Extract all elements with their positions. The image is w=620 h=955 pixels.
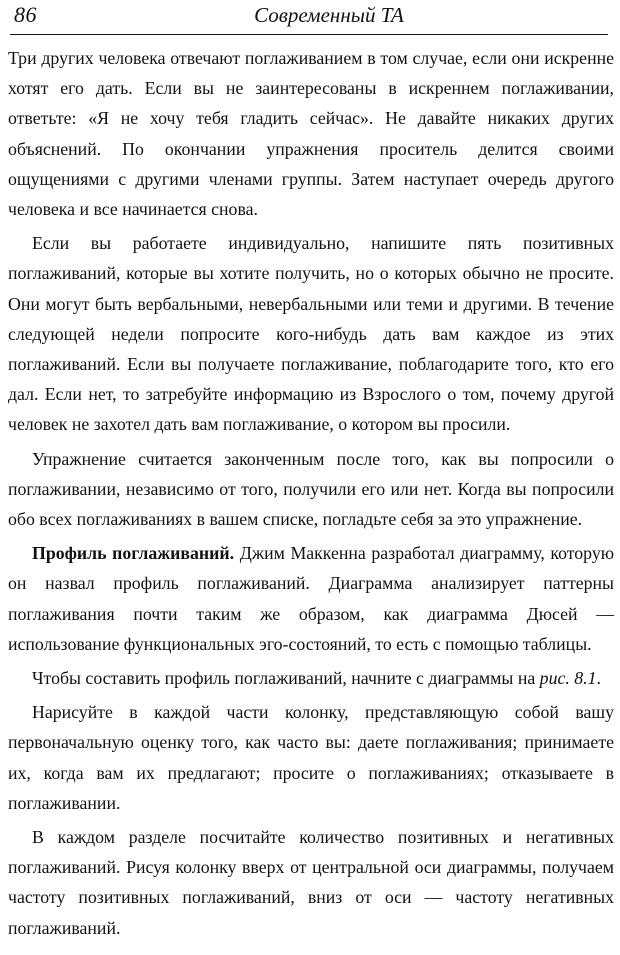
paragraph-text: Если вы работаете индивидуально, напишите пять позитивных поглаживаний, которые вы хотите получить, но о которых обычно не просите. Они могут быть вербальными, невербальными или теми и другими. В течение следующей недели попросите кого-нибудь дать вам каждое из этих поглаживаний. Если вы получаете поглаживание, поблагодарите того, кто его дал. Если нет, то затребуйте информацию из Взрослого о том, почему другой человек не захотел дать вам поглаживание, о котором вы просили. (8, 233, 614, 435)
paragraph-text: Джим Маккенна разработал диаграмму, которую он назвал профиль поглаживаний. Диаграмма анализирует паттерны поглаживания почти таким же образом, как диаграмма Дюсей — использование функциональных эго-состояний, то есть с помощью таблицы. (8, 543, 614, 654)
paragraph-text: Нарисуйте в каждой части колонку, представляющую собой вашу первоначальную оценку того, как часто вы: даете поглаживания; принимаете их, когда вам их предлагают; просите о поглаживаниях; отказываете в поглаживании. (8, 702, 614, 813)
paragraph-5 (8, 663, 614, 693)
paragraph-text: Чтобы составить профиль поглаживаний, начните с диаграммы на (32, 668, 540, 689)
paragraph-text: Упражнение считается законченным после того, как вы попросили о поглаживании, независимо от того, получили его или нет. Когда вы попросили обо всех поглаживаниях в вашем списке, погладьте себя за это упражнение. (8, 448, 614, 530)
page-header (10, 0, 608, 35)
paragraph-text: В каждом разделе посчитайте количество позитивных и негативных поглаживаний. Рисуя колонку вверх от центральной оси диаграммы, получаем частоту позитивных поглаживаний, вниз от оси — частоту негативных поглаживаний. (8, 827, 614, 938)
running-title: Современный ТА (254, 3, 404, 27)
paragraph-3 (8, 444, 614, 535)
figure-reference: рис. 8.1 (539, 668, 597, 689)
page-number: 86 (14, 2, 37, 27)
paragraph-text: Три других человека отвечают поглаживанием в том случае, если они искренне хотят его дать. Если вы не заинтересованы в искреннем поглаживании, ответьте: «Я не хочу тебя гладить сейчас». Не давайте никаких других объяснений. По окончании упражнения проситель делится своими ощущениями с другими членами группы. Затем наступает очередь другого человека и все начинается снова. (8, 48, 614, 220)
paragraph-6 (8, 697, 614, 818)
paragraph-4 (8, 538, 614, 659)
body-text (8, 43, 614, 943)
paragraph-2 (8, 228, 614, 439)
paragraph-text-end: . (596, 668, 601, 689)
paragraph-1 (8, 43, 614, 224)
section-heading: Профиль поглаживаний. (32, 543, 235, 564)
paragraph-7 (8, 822, 614, 943)
